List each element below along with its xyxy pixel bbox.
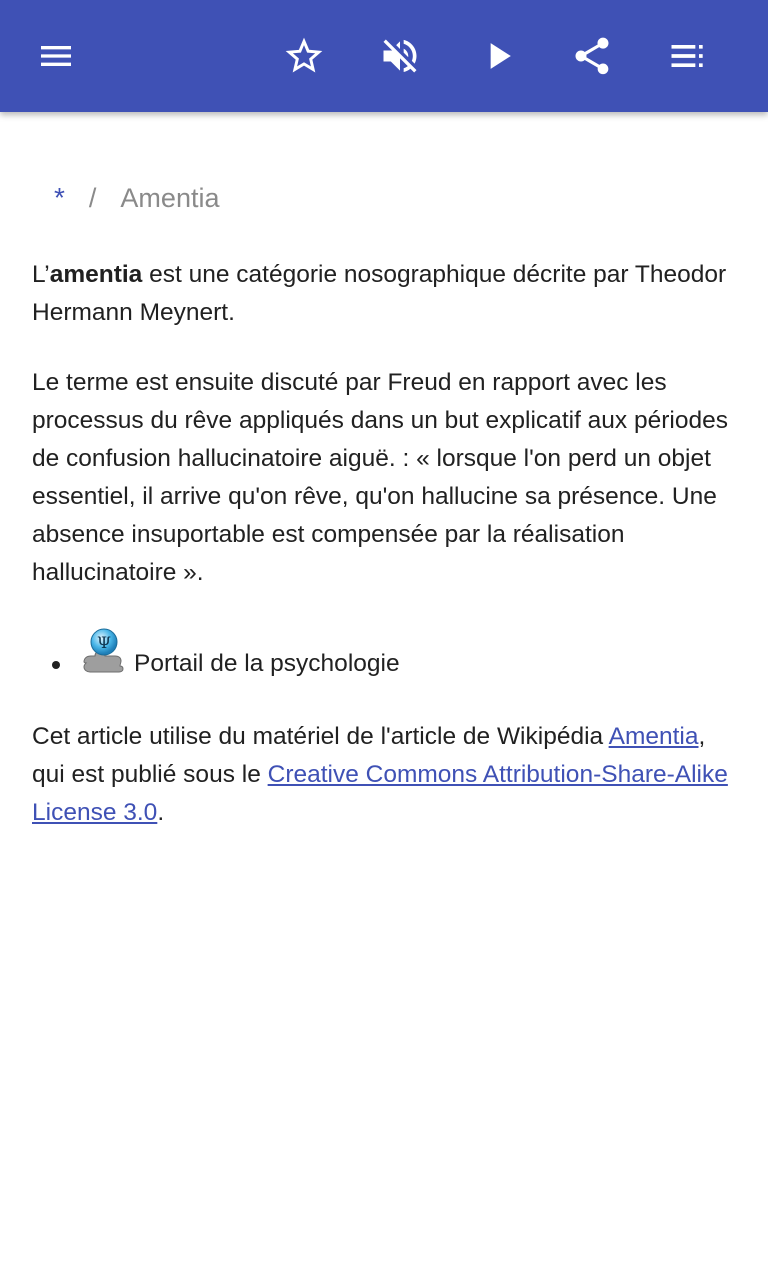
license-paragraph <box>32 718 736 832</box>
license-suffix: . <box>157 799 165 826</box>
intro-paragraph <box>32 256 736 332</box>
psychology-portal-icon <box>80 626 128 674</box>
license-middle: , qui est publié sous le <box>32 723 706 788</box>
star-outline-icon <box>282 34 326 78</box>
play-button[interactable] <box>470 28 526 84</box>
breadcrumb-home-link[interactable]: * <box>54 182 65 213</box>
play-icon <box>476 34 520 78</box>
list-icon <box>666 34 710 78</box>
freud-paragraph: Le terme est ensuite discuté par Freud en rapport avec les processus du rêve appliqués dans un but explicatif aux périodes de confusion hallucinatoire aiguë. : « lorsque l'on perd un objet essentiel, il arrive qu'on rêve, qu'on hallucine sa présence. Une absence insuportable est compensée par la réalisation hallucinatoire ». <box>32 369 728 586</box>
bullet <box>52 661 60 669</box>
intro-prefix: L’ <box>32 261 50 288</box>
share-icon <box>570 34 614 78</box>
breadcrumb-current: Amentia <box>120 182 220 213</box>
portal-list <box>32 628 736 692</box>
breadcrumb-separator: / <box>88 182 97 213</box>
amentia-wikipedia-link[interactable]: Amentia <box>608 723 699 750</box>
breadcrumb <box>32 170 736 226</box>
app-toolbar <box>0 0 768 112</box>
svg-text:Ψ: Ψ <box>96 633 112 652</box>
menu-icon <box>36 36 76 76</box>
menu-button[interactable] <box>28 28 84 84</box>
cc-license-link[interactable]: Creative Commons Attribution-Share-Alike License 3.0 <box>32 761 728 826</box>
portal-psychology-link[interactable]: Portail de la psychologie <box>134 650 400 677</box>
contents-button[interactable] <box>660 28 716 84</box>
share-button[interactable] <box>564 28 620 84</box>
list-item <box>32 628 736 692</box>
mute-button[interactable] <box>372 28 428 84</box>
intro-rest: est une catégorie nosographique décrite par Theodor Hermann Meynert. <box>32 261 727 326</box>
favorite-button[interactable] <box>276 28 332 84</box>
intro-term: amentia <box>49 261 143 288</box>
article-content <box>32 170 736 832</box>
license-prefix: Cet article utilise du matériel de l'article de Wikipédia <box>32 723 609 750</box>
volume-off-icon <box>378 34 422 78</box>
